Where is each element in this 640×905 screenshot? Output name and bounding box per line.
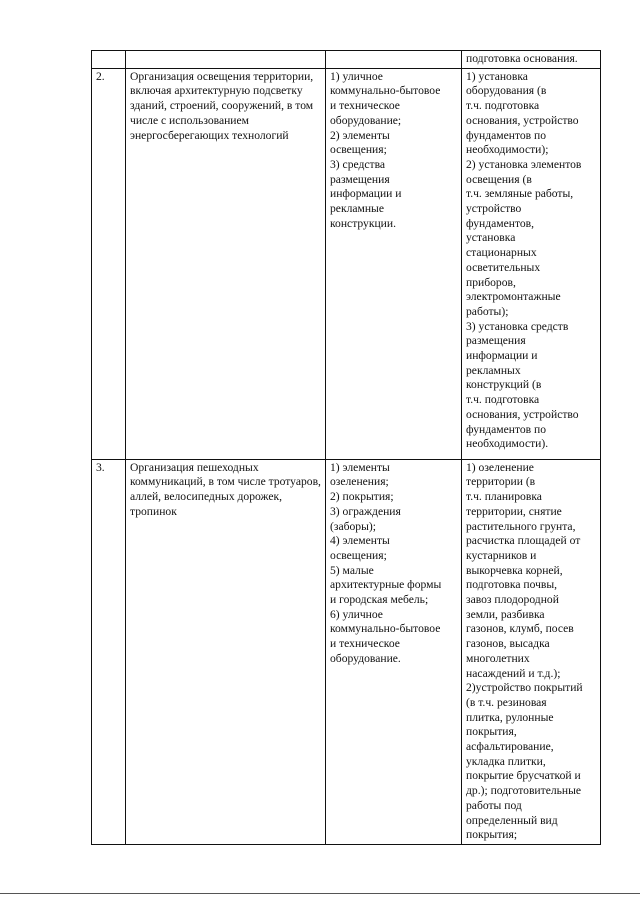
table-row (92, 68, 601, 459)
row-number: 3. (96, 460, 105, 474)
row-works: 1) установка оборудования (в т.ч. подготовка основания, устройство фундаментов по необходимости); 2) установка элементов освещения (в т.ч. земляные работы, устройство фундаментов, установка стационарных осветительных приборов, электромонтажные работы); 3) установка средств размещения информации и рекламных конструкций (в т.ч. подготовка основания, устройство фундаментов по необходимости). (466, 69, 582, 451)
cell-works (462, 459, 601, 844)
row-name: Организация пешеходных коммуникаций, в том числе тротуаров, аллей, велосипедных дорожек, тропинок (130, 460, 321, 518)
row-elements: 1) уличное коммунально-бытовое и техническое оборудование; 2) элементы освещения; 3) средства размещения информации и рекламные конструкции. (330, 69, 441, 230)
cell-works-text: подготовка основания. (466, 52, 578, 65)
cell-elements (326, 51, 462, 69)
cell-number (92, 459, 126, 844)
cell-elements (326, 459, 462, 844)
row-elements: 1) элементы озеленения; 2) покрытия; 3) ограждения (заборы); 4) элементы освещения; 5) малые архитектурные формы и городская мебель; 6) уличное коммунально-бытовое и техническое оборудование. (330, 460, 442, 665)
cell-name (126, 68, 326, 459)
document-table (91, 50, 601, 845)
table-row (92, 459, 601, 844)
row-name: Организация освещения территории, включая архитектурную подсветку зданий, строений, сооружений, в том числе с использованием энергосберегающих технологий (130, 69, 314, 142)
row-works: 1) озеленение территории (в т.ч. планировка территории, снятие растительного грунта, расчистка площадей от кустарников и выкорчевка корней, подготовка почвы, завоз плодородной земли, разбивка газонов, клумб, посев газонов, высадка многолетних насаждений и т.д.); 2)устройство покрытий (в т.ч. резиновая плитка, рулонные покрытия, асфальтирование, укладка плитки, покрытие брусчаткой и др.); подготовительные работы под определенный вид покрытия; (466, 460, 583, 842)
cell-number (92, 51, 126, 69)
cell-elements (326, 68, 462, 459)
cell-name (126, 459, 326, 844)
cell-works (462, 51, 601, 69)
cell-works (462, 68, 601, 459)
row-number: 2. (96, 69, 105, 83)
table-row-continuation (92, 51, 601, 69)
cell-name (126, 51, 326, 69)
cell-number (92, 68, 126, 459)
page-bottom-rule (0, 893, 640, 894)
